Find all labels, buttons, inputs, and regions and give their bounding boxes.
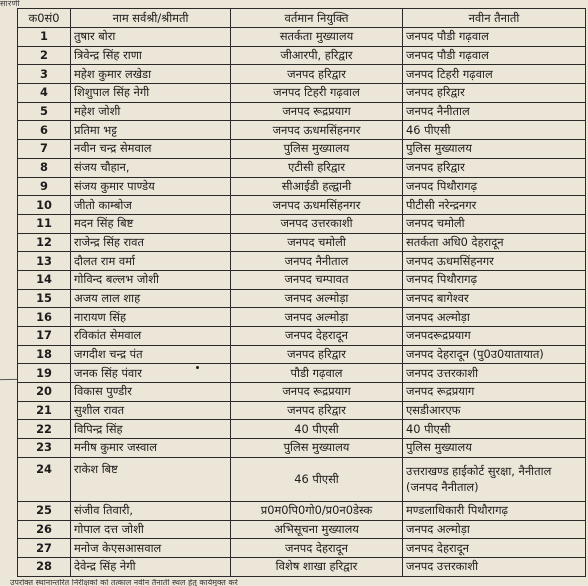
row-current-posting: जनपद उत्तरकाशी: [231, 214, 403, 233]
row-serial: 17: [18, 327, 71, 346]
row-new-posting: जनपद उत्तरकाशी: [403, 364, 586, 383]
row-serial: 5: [18, 102, 71, 121]
row-name: त्रिवेन्द्र सिंह राणा: [71, 46, 231, 65]
table-row: [18, 270, 586, 289]
table-row: [18, 401, 586, 420]
row-name: सुशील रावत: [71, 401, 231, 420]
row-new-posting: 40 पीएसी: [403, 420, 586, 439]
row-name: जगदीश चन्द्र पंत: [71, 345, 231, 364]
row-serial: 11: [18, 214, 71, 233]
row-new-posting: जनपद नैनीताल: [403, 102, 586, 121]
table-row: [18, 252, 586, 271]
row-current-posting: एटीसी हरिद्वार: [231, 158, 403, 177]
row-new-posting: जनपद हरिद्वार: [403, 84, 586, 103]
row-new-posting: एसडीआरएफ: [403, 401, 586, 420]
row-serial: 27: [18, 539, 71, 558]
row-serial: 8: [18, 158, 71, 177]
table-row: [18, 121, 586, 140]
row-serial: 4: [18, 84, 71, 103]
table-row: [18, 520, 586, 539]
row-name: राजेन्द्र सिंह रावत: [71, 233, 231, 252]
row-serial: 9: [18, 177, 71, 196]
table-row: [18, 46, 586, 65]
table-row: [18, 177, 586, 196]
row-name: विकास पुण्डीर: [71, 383, 231, 402]
row-current-posting: प्र0म0पि0गो0/प्र0न0डेस्क: [231, 501, 403, 520]
row-name: दौलत राम वर्मा: [71, 252, 231, 271]
row-serial: 12: [18, 233, 71, 252]
row-new-posting: मण्डलाधिकारी पिथौरागढ़: [403, 501, 586, 520]
row-current-posting: जनपद रूद्रप्रयाग: [231, 383, 403, 402]
table-row: [18, 28, 586, 47]
row-current-posting: जनपद अल्मोड़ा: [231, 289, 403, 308]
row-serial: 3: [18, 65, 71, 84]
row-name: राकेश बिष्ट: [71, 457, 231, 501]
row-serial: 22: [18, 420, 71, 439]
row-new-posting: जनपद पिथौरागढ़: [403, 177, 586, 196]
table-row: [18, 233, 586, 252]
row-name: संजय कुमार पाण्डेय: [71, 177, 231, 196]
table-header-row: [18, 9, 586, 28]
row-current-posting: जनपद देहरादून: [231, 327, 403, 346]
row-serial: 6: [18, 121, 71, 140]
row-new-posting: जनपदरूद्रप्रयाग: [403, 327, 586, 346]
row-serial: 2: [18, 46, 71, 65]
row-current-posting: सीआईडी हल्द्वानी: [231, 177, 403, 196]
table-row: [18, 84, 586, 103]
row-new-posting: जनपद पौडी गढ़वाल: [403, 46, 586, 65]
row-new-posting: पीटीसी नरेन्द्रनगर: [403, 196, 586, 215]
row-name: जनक सिंह पंवार: [71, 364, 231, 383]
table-body: [18, 28, 586, 577]
table-row: [18, 420, 586, 439]
row-serial: 13: [18, 252, 71, 271]
row-name: शिशुपाल सिंह नेगी: [71, 84, 231, 103]
row-name: अजय लाल शाह: [71, 289, 231, 308]
row-new-posting: 46 पीएसी: [403, 121, 586, 140]
row-current-posting: जनपद हरिद्वार: [231, 401, 403, 420]
row-new-posting: जनपद हरिद्वार: [403, 158, 586, 177]
row-new-posting: जनपद देहरादून: [403, 539, 586, 558]
row-serial: 15: [18, 289, 71, 308]
row-name: महेश जोशी: [71, 102, 231, 121]
row-new-posting: सतर्कता अधि0 देहरादून: [403, 233, 586, 252]
row-new-posting: जनपद पिथौरागढ़: [403, 270, 586, 289]
row-current-posting: जनपद टिहरी गढ़वाल: [231, 84, 403, 103]
col-header-current: वर्तमान नियुक्ति: [231, 9, 403, 28]
table-row: [18, 557, 586, 576]
table-row: [18, 457, 586, 501]
footer-fragment: उपरोक्त स्थानान्तरित निरीक्षकों को तत्काल नवीन तैनाती स्थल हेतु कार्यमुक्त करें: [10, 579, 238, 586]
row-current-posting: अभिसूचना मुख्यालय: [231, 520, 403, 539]
col-header-sn: क0सं0: [18, 9, 71, 28]
row-name: मनीष कुमार जस्वाल: [71, 439, 231, 458]
row-serial: 25: [18, 501, 71, 520]
row-new-posting: पुलिस मुख्यालय: [403, 140, 586, 159]
row-current-posting: जनपद नैनीताल: [231, 252, 403, 271]
row-name: नवीन चन्द्र सेमवाल: [71, 140, 231, 159]
table-row: [18, 158, 586, 177]
row-serial: 28: [18, 557, 71, 576]
row-new-posting: जनपद अल्मोड़ा: [403, 520, 586, 539]
row-current-posting: पुलिस मुख्यालय: [231, 439, 403, 458]
row-current-posting: सतर्कता मुख्यालय: [231, 28, 403, 47]
row-name: मनोज केएसआसवाल: [71, 539, 231, 558]
row-name: महेश कुमार लखेडा: [71, 65, 231, 84]
row-name: जीतो काम्बोज: [71, 196, 231, 215]
row-serial: 21: [18, 401, 71, 420]
row-current-posting: जनपद ऊधमसिंहनगर: [231, 121, 403, 140]
row-current-posting: पुलिस मुख्यालय: [231, 140, 403, 159]
row-new-posting: जनपद टिहरी गढ़वाल: [403, 65, 586, 84]
row-new-posting: जनपद बागेश्वर: [403, 289, 586, 308]
row-name: संजय चौहान,: [71, 158, 231, 177]
row-current-posting: 46 पीएसी: [231, 457, 403, 501]
row-name: नारायण सिंह: [71, 308, 231, 327]
row-current-posting: जनपद हरिद्वार: [231, 345, 403, 364]
table-row: [18, 439, 586, 458]
table-row: [18, 364, 586, 383]
row-serial: 16: [18, 308, 71, 327]
row-name: विपिन्द्र सिंह: [71, 420, 231, 439]
row-current-posting: जनपद देहरादून: [231, 539, 403, 558]
col-header-name: नाम सर्वश्री/श्रीमती: [71, 9, 231, 28]
table-row: [18, 308, 586, 327]
table-row: [18, 383, 586, 402]
row-new-posting: जनपद पौडी गढ़वाल: [403, 28, 586, 47]
row-current-posting: जनपद रूद्रप्रयाग: [231, 102, 403, 121]
row-current-posting: पौडी गढ़वाल: [231, 364, 403, 383]
row-name: रविकांत सेमवाल: [71, 327, 231, 346]
row-name: प्रतिमा भट्ट: [71, 121, 231, 140]
col-header-new: नवीन तैनाती: [403, 9, 586, 28]
row-current-posting: जनपद चमोली: [231, 233, 403, 252]
transfer-table: [17, 8, 586, 577]
table-row: [18, 140, 586, 159]
row-new-posting: जनपद ऊधमसिंहनगर: [403, 252, 586, 271]
row-current-posting: जनपद हरिद्वार: [231, 65, 403, 84]
table-row: [18, 102, 586, 121]
row-name: देवेन्द्र सिंह नेगी: [71, 557, 231, 576]
row-serial: 7: [18, 140, 71, 159]
row-current-posting: 40 पीएसी: [231, 420, 403, 439]
row-current-posting: विशेष शाखा हरिद्वार: [231, 557, 403, 576]
table-row: [18, 345, 586, 364]
row-serial: 19: [18, 364, 71, 383]
row-current-posting: जनपद चम्पावत: [231, 270, 403, 289]
table-row: [18, 327, 586, 346]
table-row: [18, 214, 586, 233]
row-name: गोपाल दत्त जोशी: [71, 520, 231, 539]
row-name: तुषार बोरा: [71, 28, 231, 47]
row-new-posting: जनपद उत्तरकाशी: [403, 557, 586, 576]
table-row: [18, 289, 586, 308]
row-serial: 10: [18, 196, 71, 215]
margin-mark: [0, 379, 17, 380]
row-new-posting: जनपद अल्मोड़ा: [403, 308, 586, 327]
table-row: [18, 539, 586, 558]
table-row: [18, 501, 586, 520]
row-serial: 24: [18, 457, 71, 501]
row-serial: 20: [18, 383, 71, 402]
row-serial: 23: [18, 439, 71, 458]
table-row: [18, 65, 586, 84]
row-current-posting: जीआरपी, हरिद्वार: [231, 46, 403, 65]
row-serial: 14: [18, 270, 71, 289]
row-new-posting: जनपद चमोली: [403, 214, 586, 233]
row-serial: 1: [18, 28, 71, 47]
row-serial: 26: [18, 520, 71, 539]
table-row: [18, 196, 586, 215]
row-name: गोविन्द बल्लभ जोशी: [71, 270, 231, 289]
row-current-posting: जनपद अल्मोड़ा: [231, 308, 403, 327]
row-current-posting: जनपद ऊधमसिंहनगर: [231, 196, 403, 215]
row-new-posting: पुलिस मुख्यालय: [403, 439, 586, 458]
row-new-posting: जनपद रूद्रप्रयाग: [403, 383, 586, 402]
row-name: संजीव तिवारी,: [71, 501, 231, 520]
row-new-posting: जनपद देहरादून (पु0उ0यातायात): [403, 345, 586, 364]
row-name: मदन सिंह बिष्ट: [71, 214, 231, 233]
row-serial: 18: [18, 345, 71, 364]
header-fragment: सारणी: [0, 0, 21, 8]
row-new-posting: उत्तराखण्ड हाईकोर्ट सुरक्षा, नैनीताल (जनपद नैनीताल): [403, 457, 586, 501]
